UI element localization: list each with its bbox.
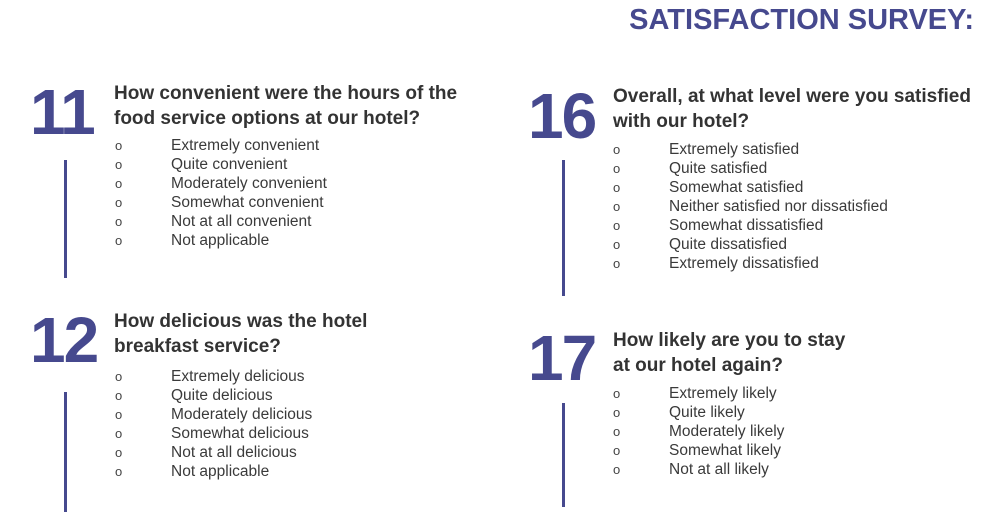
radio-bullet[interactable]: o: [613, 218, 621, 233]
survey-title: SATISFACTION SURVEY:: [629, 4, 974, 36]
accent-line: [64, 160, 67, 278]
option-label: Quite delicious: [171, 387, 273, 404]
option-label: Somewhat dissatisfied: [669, 217, 824, 234]
option-label: Extremely likely: [669, 385, 777, 402]
accent-line: [562, 403, 565, 507]
question-text-line-1: How delicious was the hotel: [114, 311, 368, 332]
radio-bullet[interactable]: o: [613, 237, 621, 252]
option-label: Extremely dissatisfied: [669, 255, 819, 272]
option-label: Somewhat satisfied: [669, 179, 804, 196]
question-text-line-2: with our hotel?: [613, 111, 750, 132]
question-number: 12: [30, 304, 98, 376]
radio-bullet[interactable]: o: [115, 407, 123, 422]
option-label: Moderately delicious: [171, 406, 313, 423]
option-label: Quite dissatisfied: [669, 236, 788, 253]
radio-bullet[interactable]: o: [115, 426, 123, 441]
radio-bullet[interactable]: o: [613, 161, 621, 176]
radio-bullet[interactable]: o: [613, 386, 621, 401]
question-text: [114, 81, 457, 131]
radio-bullet[interactable]: o: [613, 462, 621, 477]
radio-bullet[interactable]: o: [115, 214, 123, 229]
question-text-line-1: How convenient were the hours of the: [114, 83, 458, 104]
question-number: 16: [528, 80, 596, 152]
option-label: Neither satisfied nor dissatisfied: [669, 198, 888, 215]
radio-bullet[interactable]: o: [115, 369, 123, 384]
option-label: Not at all delicious: [171, 444, 297, 461]
option-label: Not applicable: [171, 232, 270, 249]
question-text-line-2: food service options at our hotel?: [114, 108, 421, 129]
radio-bullet[interactable]: o: [613, 424, 621, 439]
question-text-line-2: breakfast service?: [114, 336, 281, 357]
question-text: [613, 84, 971, 134]
option-label: Extremely satisfied: [669, 141, 800, 158]
accent-line: [64, 392, 67, 512]
radio-bullet[interactable]: o: [115, 195, 123, 210]
option-label: Not at all likely: [669, 461, 769, 478]
option-label: Extremely convenient: [171, 137, 320, 154]
radio-bullet[interactable]: o: [613, 142, 621, 157]
option-label: Not applicable: [171, 463, 270, 480]
radio-bullet[interactable]: o: [613, 256, 621, 271]
option-label: Moderately convenient: [171, 175, 327, 192]
option-label: Quite likely: [669, 404, 745, 421]
question-number: 11: [30, 76, 94, 148]
radio-bullet[interactable]: o: [613, 180, 621, 195]
question-text: [114, 309, 367, 359]
question-text-line-1: How likely are you to stay: [613, 330, 846, 351]
accent-line: [562, 160, 565, 296]
option-label: Quite satisfied: [669, 160, 768, 177]
radio-bullet[interactable]: o: [115, 233, 123, 248]
question-number: 17: [528, 322, 596, 394]
option-label: Quite convenient: [171, 156, 288, 173]
question-text-line-1: Overall, at what level were you satisfied: [613, 86, 971, 107]
radio-bullet[interactable]: o: [115, 388, 123, 403]
question-text: [613, 328, 845, 378]
option-label: Not at all convenient: [171, 213, 312, 230]
option-label: Somewhat likely: [669, 442, 781, 459]
radio-bullet[interactable]: o: [115, 464, 123, 479]
option-label: Moderately likely: [669, 423, 785, 440]
radio-bullet[interactable]: o: [115, 445, 123, 460]
radio-bullet[interactable]: o: [115, 157, 123, 172]
option-label: Somewhat delicious: [171, 425, 309, 442]
radio-bullet[interactable]: o: [613, 405, 621, 420]
radio-bullet[interactable]: o: [613, 199, 621, 214]
radio-bullet[interactable]: o: [115, 176, 123, 191]
radio-bullet[interactable]: o: [613, 443, 621, 458]
radio-bullet[interactable]: o: [115, 138, 123, 153]
question-text-line-2: at our hotel again?: [613, 355, 783, 376]
option-label: Extremely delicious: [171, 368, 305, 385]
option-label: Somewhat convenient: [171, 194, 324, 211]
